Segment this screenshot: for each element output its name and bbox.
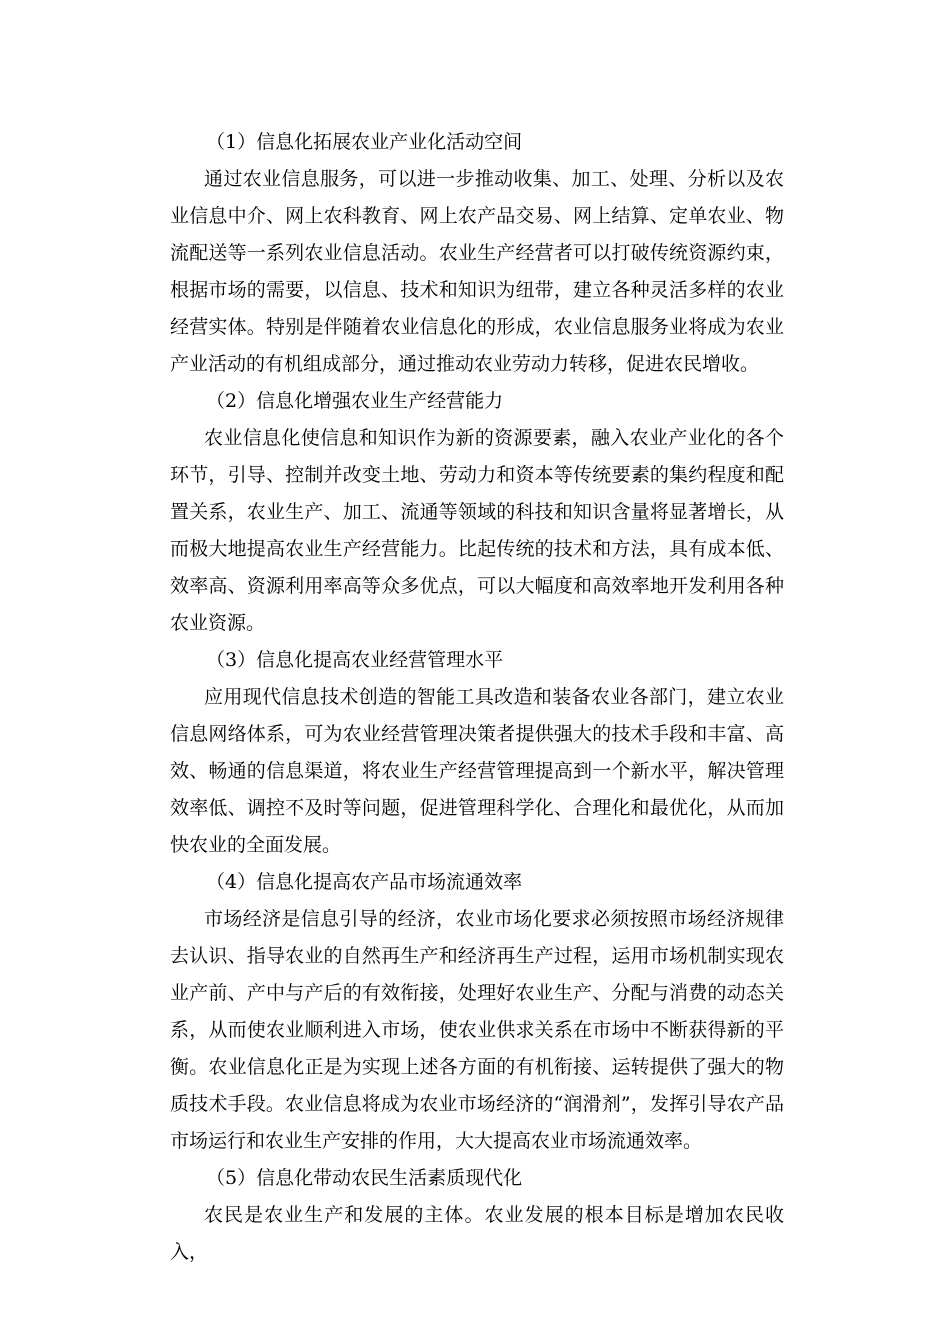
section-3-paragraph: 应用现代信息技术创造的智能工具改造和装备农业各部门，建立农业信息网络体系，可为农业经营管理决策者提供强大的技术手段和丰富、高效、畅通的信息渠道，将农业生产经营管理提高到一个新水平，解决管理效率低、调控不及时等问题，促进管理科学化、合理化和最优化，从而加快农业的全面发展。 [170,686,784,856]
section-5-heading: （5）信息化带动农民生活素质现代化 [206,1167,523,1189]
document-body [170,124,784,1271]
section-3-heading: （3）信息化提高农业经营管理水平 [206,649,504,671]
section-1-heading: （1）信息化拓展农业产业化活动空间 [206,131,523,153]
section-2-paragraph: 农业信息化使信息和知识作为新的资源要素，融入农业产业化的各个环节，引导、控制并改变土地、劳动力和资本等传统要素的集约程度和配置关系，农业生产、加工、流通等领域的科技和知识含量将显著增长，从而极大地提高农业生产经营能力。比起传统的技术和方法，具有成本低、效率高、资源利用率高等众多优点，可以大幅度和高效率地开发利用各种农业资源。 [170,427,784,634]
section-4-paragraph: 市场经济是信息引导的经济，农业市场化要求必须按照市场经济规律去认识、指导农业的自然再生产和经济再生产过程，运用市场机制实现农业产前、产中与产后的有效衔接，处理好农业生产、分配与消费的动态关系，从而使农业顺利进入市场，使农业供求关系在市场中不断获得新的平衡。农业信息化正是为实现上述各方面的有机衔接、运转提供了强大的物质技术手段。农业信息将成为农业市场经济的“润滑剂”，发挥引导农产品市场运行和农业生产安排的作用，大大提高农业市场流通效率。 [170,908,784,1152]
section-4-heading: （4）信息化提高农产品市场流通效率 [206,871,523,893]
section-5-paragraph: 农民是农业生产和发展的主体。农业发展的根本目标是增加农民收入， [170,1204,784,1263]
section-1-paragraph: 通过农业信息服务，可以进一步推动收集、加工、处理、分析以及农业信息中介、网上农科教育、网上农产品交易、网上结算、定单农业、物流配送等一系列农业信息活动。农业生产经营者可以打破传统资源约束，根据市场的需要，以信息、技术和知识为纽带，建立各种灵活多样的农业经营实体。特别是伴随着农业信息化的形成，农业信息服务业将成为农业产业活动的有机组成部分，通过推动农业劳动力转移，促进农民增收。 [170,168,784,375]
section-2-heading: （2）信息化增强农业生产经营能力 [206,390,504,412]
